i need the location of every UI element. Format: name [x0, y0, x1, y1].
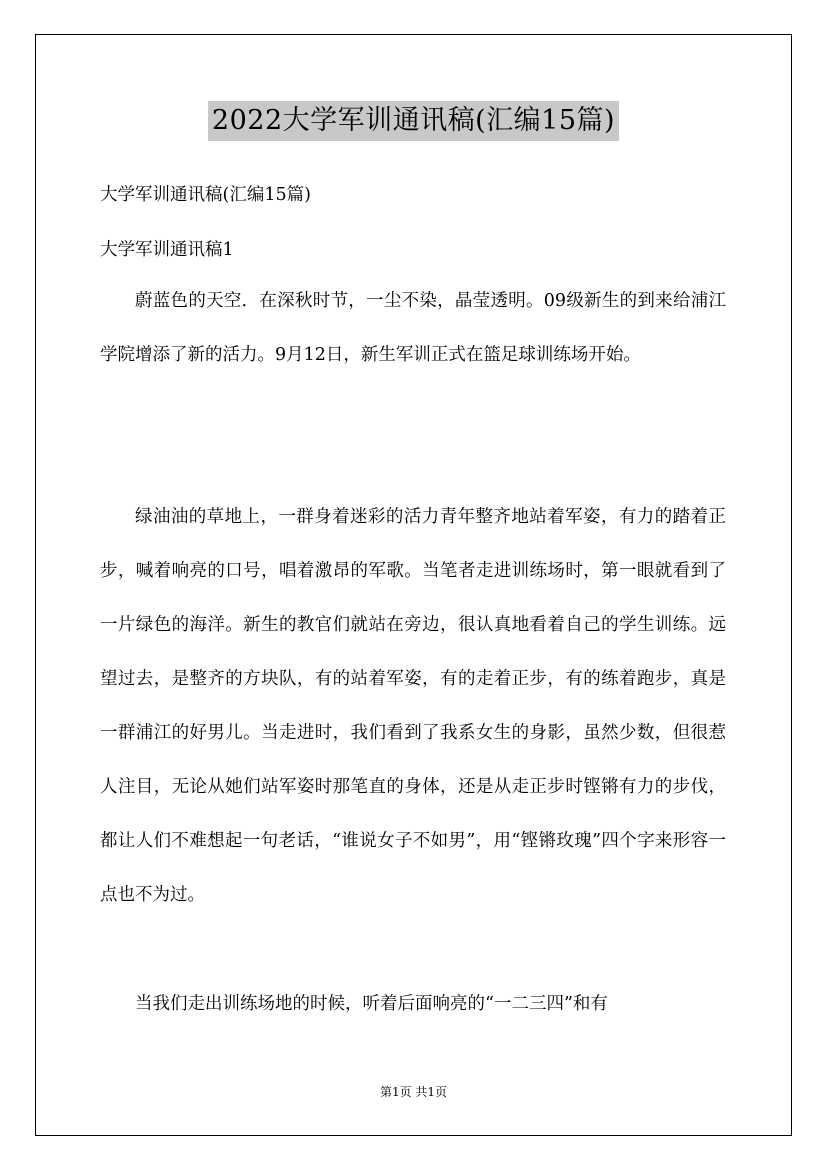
paragraph-1: 蔚蓝色的天空．在深秋时节，一尘不染，晶莹透明。09级新生的到来给浦江学院增添了新的活力。9月12日，新生军训正式在篮足球训练场开始。 — [100, 291, 726, 365]
section-heading: 大学军训通讯稿1 — [100, 240, 234, 260]
document-title: 2022大学军训通讯稿(汇编15篇) — [208, 101, 619, 141]
document-subtitle: 大学军训通讯稿(汇编15篇) — [100, 185, 311, 205]
title-container — [0, 101, 827, 141]
page-footer: 第1页 共1页 — [379, 1085, 448, 1099]
paragraph-3: 当我们走出训练场地的时候，听着后面响亮的“一二三四”和有 — [135, 994, 608, 1014]
paragraph-2: 绿油油的草地上，一群身着迷彩的活力青年整齐地站着军姿，有力的踏着正步，喊着响亮的口号，唱着激昂的军歌。当笔者走进训练场时，第一眼就看到了一片绿色的海洋。新生的教官们就站在旁边，很认真地看着自己的学生训练。远望过去，是整齐的方块队，有的站着军姿，有的走着正步，有的练着跑步，真是一群浦江的好男儿。当走进时，我们看到了我系女生的身影，虽然少数，但很惹人注目，无论从她们站军姿时那笔直的身体，还是从走正步时铿锵有力的步伐，都让人们不难想起一句老话，“谁说女子不如男”，用“铿锵玫瑰”四个字来形容一点也不为过。 — [100, 507, 726, 905]
